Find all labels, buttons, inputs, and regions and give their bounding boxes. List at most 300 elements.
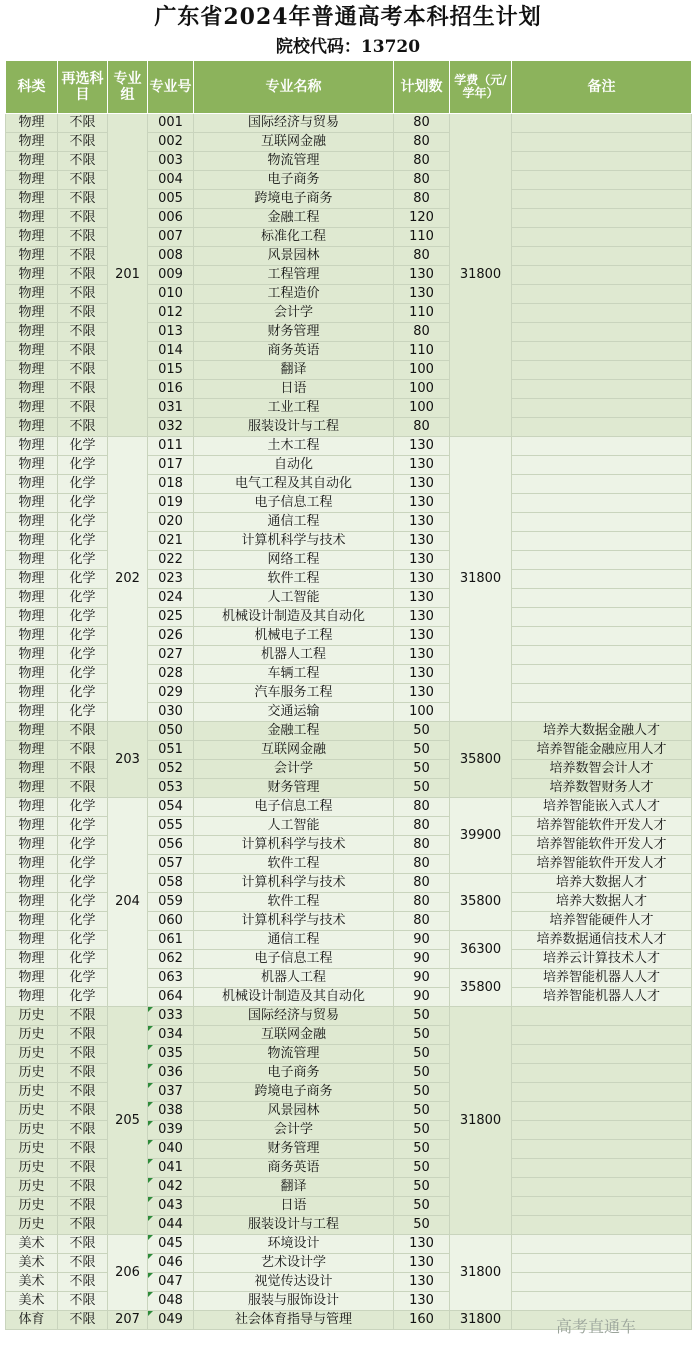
cell-fee: 35800	[450, 969, 512, 1007]
cell-category: 物理	[6, 608, 58, 627]
cell-plan: 80	[394, 893, 450, 912]
cell-note: 培养大数据人才	[512, 874, 692, 893]
header-fee: 学费（元/学年）	[450, 61, 512, 114]
cell-plan: 80	[394, 171, 450, 190]
cell-plan: 80	[394, 152, 450, 171]
cell-major-no: 020	[148, 513, 194, 532]
cell-category: 美术	[6, 1235, 58, 1254]
cell-note	[512, 1064, 692, 1083]
cell-category: 物理	[6, 627, 58, 646]
school-code: 院校代码：13720	[275, 37, 421, 57]
cell-subject: 不限	[58, 1197, 108, 1216]
cell-subject: 不限	[58, 1235, 108, 1254]
cell-note	[512, 228, 692, 247]
cell-major-no: 033	[148, 1007, 194, 1026]
cell-category: 物理	[6, 722, 58, 741]
cell-fee: 31800	[450, 437, 512, 722]
cell-plan: 80	[394, 874, 450, 893]
cell-major-no: 054	[148, 798, 194, 817]
page-title: 广东省2024年普通高考本科招生计划	[154, 4, 542, 30]
cell-major-no: 027	[148, 646, 194, 665]
cell-plan: 50	[394, 760, 450, 779]
cell-note	[512, 1121, 692, 1140]
cell-subject: 不限	[58, 722, 108, 741]
cell-note	[512, 1140, 692, 1159]
cell-major-name: 软件工程	[194, 855, 394, 874]
cell-subject: 不限	[58, 304, 108, 323]
cell-major-no: 040	[148, 1140, 194, 1159]
cell-category: 物理	[6, 874, 58, 893]
cell-major-name: 服装设计与工程	[194, 1216, 394, 1235]
cell-major-name: 电子信息工程	[194, 494, 394, 513]
cell-category: 美术	[6, 1254, 58, 1273]
cell-group: 202	[108, 437, 148, 722]
header-subject: 再选科目	[58, 61, 108, 114]
cell-plan: 50	[394, 1216, 450, 1235]
header-major-name: 专业名称	[194, 61, 394, 114]
cell-subject: 不限	[58, 152, 108, 171]
cell-major-name: 财务管理	[194, 1140, 394, 1159]
cell-note	[512, 152, 692, 171]
cell-major-no: 034	[148, 1026, 194, 1045]
cell-group: 203	[108, 722, 148, 798]
cell-note: 培养数智财务人才	[512, 779, 692, 798]
cell-category: 物理	[6, 665, 58, 684]
cell-subject: 不限	[58, 1026, 108, 1045]
cell-major-no: 061	[148, 931, 194, 950]
cell-major-no: 048	[148, 1292, 194, 1311]
cell-note	[512, 608, 692, 627]
cell-category: 历史	[6, 1026, 58, 1045]
cell-subject: 不限	[58, 1045, 108, 1064]
cell-major-name: 风景园林	[194, 247, 394, 266]
cell-subject: 不限	[58, 190, 108, 209]
cell-major-no: 029	[148, 684, 194, 703]
cell-category: 物理	[6, 969, 58, 988]
cell-note: 培养智能软件开发人才	[512, 836, 692, 855]
cell-major-no: 030	[148, 703, 194, 722]
cell-subject: 不限	[58, 1121, 108, 1140]
cell-note	[512, 361, 692, 380]
cell-note	[512, 304, 692, 323]
cell-major-name: 计算机科学与技术	[194, 532, 394, 551]
cell-note	[512, 190, 692, 209]
cell-subject: 化学	[58, 855, 108, 874]
cell-category: 美术	[6, 1292, 58, 1311]
cell-note: 培养智能软件开发人才	[512, 855, 692, 874]
cell-subject: 不限	[58, 1140, 108, 1159]
cell-major-no: 036	[148, 1064, 194, 1083]
cell-major-name: 金融工程	[194, 722, 394, 741]
cell-note	[512, 1197, 692, 1216]
cell-plan: 50	[394, 741, 450, 760]
cell-plan: 50	[394, 1026, 450, 1045]
cell-major-name: 电子信息工程	[194, 798, 394, 817]
cell-major-name: 交通运输	[194, 703, 394, 722]
enrollment-plan-table	[5, 60, 692, 1330]
cell-fee: 36300	[450, 931, 512, 969]
cell-category: 历史	[6, 1216, 58, 1235]
cell-major-no: 055	[148, 817, 194, 836]
cell-major-name: 翻译	[194, 361, 394, 380]
cell-plan: 90	[394, 931, 450, 950]
cell-major-no: 031	[148, 399, 194, 418]
cell-note	[512, 399, 692, 418]
header-note: 备注	[512, 61, 692, 114]
cell-note	[512, 1083, 692, 1102]
cell-major-name: 通信工程	[194, 931, 394, 950]
cell-category: 物理	[6, 418, 58, 437]
cell-category: 历史	[6, 1083, 58, 1102]
cell-plan: 50	[394, 779, 450, 798]
cell-note	[512, 1292, 692, 1311]
cell-plan: 50	[394, 1178, 450, 1197]
cell-subject: 不限	[58, 1159, 108, 1178]
cell-major-name: 人工智能	[194, 817, 394, 836]
cell-major-no: 021	[148, 532, 194, 551]
cell-subject: 化学	[58, 665, 108, 684]
cell-fee: 31800	[450, 1235, 512, 1311]
cell-note	[512, 342, 692, 361]
cell-category: 物理	[6, 304, 58, 323]
cell-plan: 80	[394, 798, 450, 817]
cell-plan: 100	[394, 380, 450, 399]
cell-major-name: 财务管理	[194, 323, 394, 342]
cell-subject: 不限	[58, 228, 108, 247]
cell-major-no: 017	[148, 456, 194, 475]
cell-subject: 化学	[58, 950, 108, 969]
cell-plan: 130	[394, 266, 450, 285]
cell-subject: 不限	[58, 114, 108, 133]
cell-major-name: 财务管理	[194, 779, 394, 798]
cell-major-name: 商务英语	[194, 342, 394, 361]
cell-plan: 130	[394, 285, 450, 304]
cell-major-no: 003	[148, 152, 194, 171]
cell-category: 物理	[6, 247, 58, 266]
cell-category: 物理	[6, 836, 58, 855]
cell-major-name: 跨境电子商务	[194, 190, 394, 209]
cell-subject: 不限	[58, 399, 108, 418]
cell-note	[512, 494, 692, 513]
cell-major-no: 043	[148, 1197, 194, 1216]
cell-major-name: 互联网金融	[194, 133, 394, 152]
cell-category: 物理	[6, 988, 58, 1007]
cell-category: 物理	[6, 931, 58, 950]
cell-subject: 不限	[58, 1064, 108, 1083]
cell-category: 物理	[6, 703, 58, 722]
cell-plan: 130	[394, 627, 450, 646]
cell-major-no: 056	[148, 836, 194, 855]
cell-fee: 31800	[450, 1311, 512, 1330]
cell-note	[512, 513, 692, 532]
cell-subject: 不限	[58, 1007, 108, 1026]
cell-plan: 130	[394, 532, 450, 551]
cell-major-no: 051	[148, 741, 194, 760]
cell-note	[512, 171, 692, 190]
cell-plan: 50	[394, 1007, 450, 1026]
cell-major-no: 018	[148, 475, 194, 494]
cell-major-no: 035	[148, 1045, 194, 1064]
cell-major-no: 023	[148, 570, 194, 589]
cell-subject: 化学	[58, 798, 108, 817]
cell-major-name: 工程造价	[194, 285, 394, 304]
cell-major-name: 环境设计	[194, 1235, 394, 1254]
cell-note	[512, 437, 692, 456]
cell-plan: 90	[394, 969, 450, 988]
cell-category: 物理	[6, 361, 58, 380]
cell-major-name: 互联网金融	[194, 741, 394, 760]
cell-subject: 化学	[58, 456, 108, 475]
cell-category: 物理	[6, 133, 58, 152]
cell-plan: 80	[394, 912, 450, 931]
cell-subject: 化学	[58, 570, 108, 589]
table-row	[6, 722, 692, 741]
table-row	[6, 114, 692, 133]
cell-major-no: 022	[148, 551, 194, 570]
cell-subject: 不限	[58, 1311, 108, 1330]
header-plan: 计划数	[394, 61, 450, 114]
cell-major-name: 视觉传达设计	[194, 1273, 394, 1292]
table-row	[6, 437, 692, 456]
cell-note	[512, 570, 692, 589]
cell-major-no: 037	[148, 1083, 194, 1102]
cell-major-name: 工业工程	[194, 399, 394, 418]
cell-category: 物理	[6, 475, 58, 494]
cell-major-name: 翻译	[194, 1178, 394, 1197]
cell-plan: 50	[394, 1121, 450, 1140]
cell-fee: 35800	[450, 722, 512, 798]
cell-note: 培养智能金融应用人才	[512, 741, 692, 760]
header-category: 科类	[6, 61, 58, 114]
cell-major-name: 日语	[194, 380, 394, 399]
cell-subject: 不限	[58, 760, 108, 779]
cell-subject: 不限	[58, 209, 108, 228]
cell-category: 物理	[6, 779, 58, 798]
cell-plan: 80	[394, 133, 450, 152]
cell-category: 物理	[6, 494, 58, 513]
cell-subject: 不限	[58, 1273, 108, 1292]
cell-subject: 不限	[58, 361, 108, 380]
cell-category: 历史	[6, 1197, 58, 1216]
watermark: 高考直通车	[556, 1317, 637, 1336]
cell-category: 物理	[6, 114, 58, 133]
cell-plan: 100	[394, 361, 450, 380]
cell-subject: 不限	[58, 1216, 108, 1235]
cell-major-no: 005	[148, 190, 194, 209]
cell-major-no: 038	[148, 1102, 194, 1121]
cell-plan: 130	[394, 684, 450, 703]
cell-note	[512, 456, 692, 475]
cell-plan: 80	[394, 247, 450, 266]
cell-major-name: 金融工程	[194, 209, 394, 228]
cell-note: 培养云计算技术人才	[512, 950, 692, 969]
cell-category: 物理	[6, 342, 58, 361]
cell-subject: 化学	[58, 874, 108, 893]
cell-subject: 化学	[58, 931, 108, 950]
cell-major-no: 007	[148, 228, 194, 247]
cell-group: 207	[108, 1311, 148, 1330]
cell-category: 历史	[6, 1178, 58, 1197]
cell-major-no: 059	[148, 893, 194, 912]
cell-major-no: 019	[148, 494, 194, 513]
cell-fee: 35800	[450, 874, 512, 931]
cell-major-no: 015	[148, 361, 194, 380]
cell-major-name: 会计学	[194, 304, 394, 323]
cell-plan: 130	[394, 494, 450, 513]
cell-category: 物理	[6, 266, 58, 285]
cell-subject: 化学	[58, 475, 108, 494]
cell-category: 物理	[6, 893, 58, 912]
cell-major-name: 车辆工程	[194, 665, 394, 684]
cell-group: 206	[108, 1235, 148, 1311]
cell-subject: 不限	[58, 380, 108, 399]
cell-major-no: 002	[148, 133, 194, 152]
cell-group: 204	[108, 798, 148, 1007]
cell-major-no: 062	[148, 950, 194, 969]
cell-category: 物理	[6, 380, 58, 399]
cell-major-no: 039	[148, 1121, 194, 1140]
cell-major-name: 电气工程及其自动化	[194, 475, 394, 494]
cell-major-name: 社会体育指导与管理	[194, 1311, 394, 1330]
cell-note	[512, 646, 692, 665]
cell-plan: 130	[394, 475, 450, 494]
cell-note	[512, 1045, 692, 1064]
cell-major-name: 会计学	[194, 1121, 394, 1140]
cell-plan: 50	[394, 1064, 450, 1083]
cell-major-name: 国际经济与贸易	[194, 1007, 394, 1026]
cell-plan: 80	[394, 418, 450, 437]
cell-subject: 不限	[58, 1292, 108, 1311]
cell-fee: 39900	[450, 798, 512, 874]
cell-note	[512, 1216, 692, 1235]
cell-note	[512, 703, 692, 722]
cell-category: 物理	[6, 741, 58, 760]
cell-note	[512, 551, 692, 570]
cell-subject: 不限	[58, 1254, 108, 1273]
cell-major-name: 电子信息工程	[194, 950, 394, 969]
cell-major-no: 047	[148, 1273, 194, 1292]
cell-category: 物理	[6, 570, 58, 589]
cell-major-no: 016	[148, 380, 194, 399]
cell-plan: 80	[394, 836, 450, 855]
cell-major-name: 电子商务	[194, 1064, 394, 1083]
cell-major-name: 人工智能	[194, 589, 394, 608]
cell-note: 培养智能机器人人才	[512, 988, 692, 1007]
cell-note	[512, 532, 692, 551]
cell-note: 培养数智会计人才	[512, 760, 692, 779]
cell-category: 物理	[6, 551, 58, 570]
cell-note	[512, 665, 692, 684]
cell-plan: 50	[394, 1197, 450, 1216]
cell-major-no: 046	[148, 1254, 194, 1273]
cell-category: 物理	[6, 950, 58, 969]
cell-plan: 160	[394, 1311, 450, 1330]
cell-plan: 90	[394, 988, 450, 1007]
cell-note: 培养智能机器人人才	[512, 969, 692, 988]
cell-subject: 不限	[58, 342, 108, 361]
cell-note: 培养大数据金融人才	[512, 722, 692, 741]
cell-note	[512, 114, 692, 133]
cell-category: 历史	[6, 1102, 58, 1121]
cell-major-no: 060	[148, 912, 194, 931]
cell-major-no: 014	[148, 342, 194, 361]
cell-subject: 化学	[58, 893, 108, 912]
cell-major-name: 机器人工程	[194, 969, 394, 988]
cell-plan: 50	[394, 1159, 450, 1178]
cell-subject: 化学	[58, 836, 108, 855]
cell-major-no: 025	[148, 608, 194, 627]
cell-subject: 化学	[58, 988, 108, 1007]
cell-major-no: 064	[148, 988, 194, 1007]
cell-subject: 不限	[58, 133, 108, 152]
cell-major-no: 008	[148, 247, 194, 266]
cell-category: 物理	[6, 209, 58, 228]
cell-category: 物理	[6, 817, 58, 836]
cell-major-name: 网络工程	[194, 551, 394, 570]
cell-major-no: 045	[148, 1235, 194, 1254]
cell-plan: 110	[394, 342, 450, 361]
cell-major-name: 计算机科学与技术	[194, 912, 394, 931]
cell-subject: 不限	[58, 266, 108, 285]
cell-major-name: 互联网金融	[194, 1026, 394, 1045]
cell-subject: 不限	[58, 779, 108, 798]
cell-fee: 31800	[450, 114, 512, 437]
cell-major-no: 009	[148, 266, 194, 285]
cell-major-name: 计算机科学与技术	[194, 874, 394, 893]
cell-category: 历史	[6, 1045, 58, 1064]
cell-major-name: 物流管理	[194, 152, 394, 171]
cell-subject: 化学	[58, 608, 108, 627]
cell-major-no: 044	[148, 1216, 194, 1235]
cell-plan: 50	[394, 722, 450, 741]
cell-plan: 130	[394, 456, 450, 475]
cell-major-no: 011	[148, 437, 194, 456]
cell-plan: 130	[394, 1235, 450, 1254]
cell-plan: 80	[394, 323, 450, 342]
cell-major-no: 058	[148, 874, 194, 893]
cell-category: 体育	[6, 1311, 58, 1330]
cell-note	[512, 380, 692, 399]
cell-major-name: 工程管理	[194, 266, 394, 285]
cell-category: 物理	[6, 437, 58, 456]
cell-major-name: 计算机科学与技术	[194, 836, 394, 855]
cell-subject: 不限	[58, 1178, 108, 1197]
cell-major-name: 土木工程	[194, 437, 394, 456]
cell-category: 物理	[6, 684, 58, 703]
cell-plan: 130	[394, 513, 450, 532]
cell-note	[512, 1007, 692, 1026]
cell-major-name: 跨境电子商务	[194, 1083, 394, 1102]
cell-category: 物理	[6, 646, 58, 665]
cell-subject: 化学	[58, 817, 108, 836]
cell-major-name: 自动化	[194, 456, 394, 475]
cell-major-no: 026	[148, 627, 194, 646]
cell-category: 物理	[6, 589, 58, 608]
cell-major-no: 041	[148, 1159, 194, 1178]
cell-category: 物理	[6, 171, 58, 190]
cell-plan: 50	[394, 1083, 450, 1102]
cell-major-name: 机械设计制造及其自动化	[194, 608, 394, 627]
cell-subject: 化学	[58, 513, 108, 532]
cell-subject: 不限	[58, 285, 108, 304]
cell-note: 培养数据通信技术人才	[512, 931, 692, 950]
cell-major-name: 服装与服饰设计	[194, 1292, 394, 1311]
cell-category: 物理	[6, 323, 58, 342]
cell-subject: 不限	[58, 741, 108, 760]
cell-note	[512, 1254, 692, 1273]
cell-category: 历史	[6, 1159, 58, 1178]
cell-category: 物理	[6, 855, 58, 874]
